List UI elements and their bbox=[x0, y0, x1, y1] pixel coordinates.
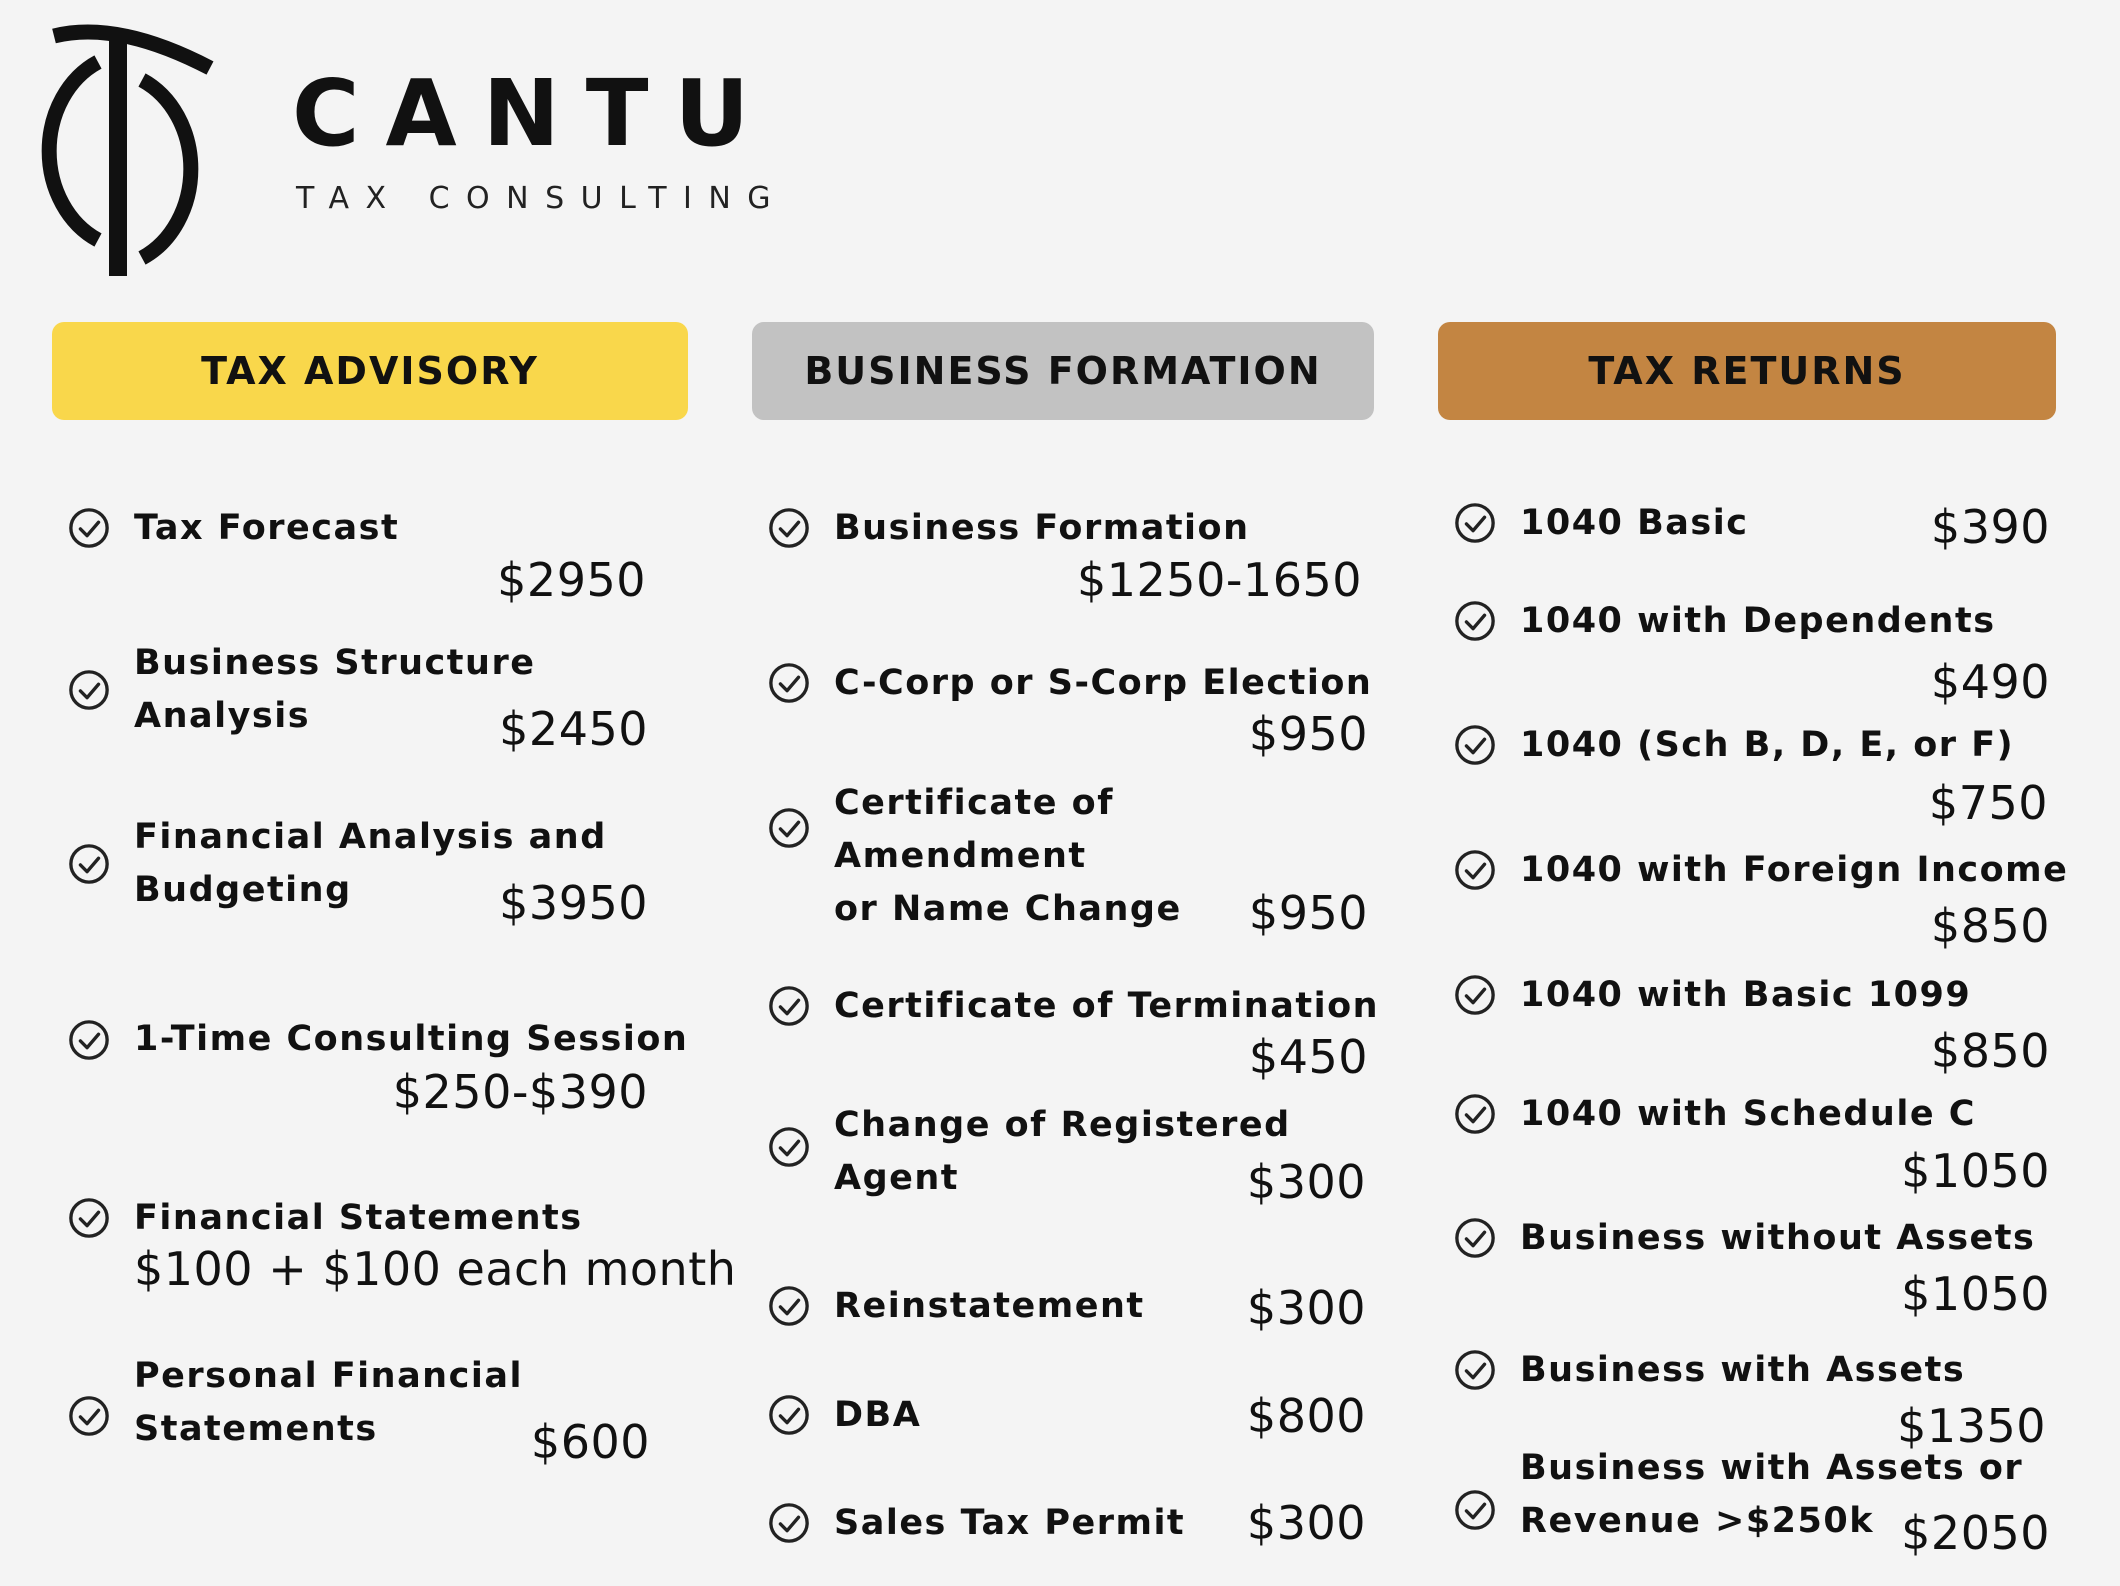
service-label: Certificate of Amendment or Name Change bbox=[834, 783, 1182, 929]
check-circle-icon bbox=[1454, 502, 1496, 544]
service-label: 1040 with Basic 1099 bbox=[1520, 975, 1972, 1015]
service-label: Change of Registered Agent bbox=[834, 1105, 1291, 1198]
service-price: $1250-1650 bbox=[1077, 553, 1362, 607]
service-label: Personal Financial Statements bbox=[134, 1356, 523, 1449]
check-circle-icon bbox=[768, 507, 810, 549]
check-circle-icon bbox=[768, 807, 810, 849]
tax-advisory-header: TAX ADVISORY bbox=[52, 322, 688, 420]
service-label: Financial Statements bbox=[134, 1198, 583, 1238]
service-label: 1040 with Schedule C bbox=[1520, 1094, 1976, 1134]
tax-returns-column bbox=[1438, 322, 2069, 1560]
service-price: $300 bbox=[1246, 1496, 1366, 1550]
service-price: $1050 bbox=[1901, 1267, 2050, 1321]
service-price: $950 bbox=[1248, 707, 1368, 761]
service-price: $490 bbox=[1930, 655, 2050, 709]
service-label: 1040 with Dependents bbox=[1520, 601, 1996, 641]
service-label: Certificate of Termination bbox=[834, 986, 1380, 1026]
cantu-logo-icon bbox=[20, 22, 216, 276]
check-circle-icon bbox=[768, 1394, 810, 1436]
service-label: 1-Time Consulting Session bbox=[134, 1019, 689, 1059]
check-circle-icon bbox=[768, 1126, 810, 1168]
check-circle-icon bbox=[68, 843, 110, 885]
service-label: 1040 with Foreign Income bbox=[1520, 850, 2069, 890]
service-label: Sales Tax Permit bbox=[834, 1503, 1186, 1543]
service-price: $3950 bbox=[499, 876, 648, 930]
business-formation-header: BUSINESS FORMATION bbox=[752, 322, 1374, 420]
check-circle-icon bbox=[68, 507, 110, 549]
business-formation-column bbox=[752, 322, 1380, 1550]
check-circle-icon bbox=[68, 669, 110, 711]
service-price: $850 bbox=[1930, 899, 2050, 953]
service-price: $600 bbox=[530, 1415, 650, 1469]
service-price: $450 bbox=[1248, 1030, 1368, 1084]
service-label: Business Structure Analysis bbox=[134, 643, 536, 736]
service-price: $250-$390 bbox=[392, 1065, 648, 1119]
service-price: $950 bbox=[1248, 886, 1368, 940]
service-price: $800 bbox=[1246, 1389, 1366, 1443]
check-circle-icon bbox=[1454, 849, 1496, 891]
service-label: Financial Analysis and Budgeting bbox=[134, 817, 607, 910]
check-circle-icon bbox=[1454, 1093, 1496, 1135]
brand-name: CANTU bbox=[292, 60, 776, 167]
service-label: 1040 Basic bbox=[1520, 503, 1749, 543]
tax-advisory-column bbox=[52, 322, 737, 1469]
check-circle-icon bbox=[768, 1502, 810, 1544]
check-circle-icon bbox=[1454, 1349, 1496, 1391]
check-circle-icon bbox=[68, 1019, 110, 1061]
check-circle-icon bbox=[768, 1285, 810, 1327]
service-label: Business with Assets bbox=[1520, 1350, 1966, 1390]
service-price: $2950 bbox=[497, 553, 646, 607]
check-circle-icon bbox=[768, 985, 810, 1027]
service-price: $750 bbox=[1928, 776, 2048, 830]
service-label: 1040 (Sch B, D, E, or F) bbox=[1520, 725, 2015, 765]
service-label: Business Formation bbox=[834, 508, 1250, 548]
service-price: $1350 bbox=[1897, 1399, 2046, 1453]
service-label: Reinstatement bbox=[834, 1286, 1145, 1326]
check-circle-icon bbox=[1454, 1217, 1496, 1259]
check-circle-icon bbox=[1454, 600, 1496, 642]
check-circle-icon bbox=[1454, 724, 1496, 766]
brand-subtitle: TAX CONSULTING bbox=[296, 181, 788, 216]
service-label: DBA bbox=[834, 1395, 922, 1435]
service-price: $2050 bbox=[1901, 1506, 2050, 1560]
service-label: Business with Assets or Revenue >$250k bbox=[1520, 1448, 2024, 1541]
service-label: C-Corp or S-Corp Election bbox=[834, 663, 1373, 703]
service-label: Business without Assets bbox=[1520, 1218, 2036, 1258]
service-price: $1050 bbox=[1901, 1144, 2050, 1198]
service-price: $2450 bbox=[499, 702, 648, 756]
check-circle-icon bbox=[1454, 1489, 1496, 1531]
check-circle-icon bbox=[768, 662, 810, 704]
check-circle-icon bbox=[68, 1197, 110, 1239]
service-label: Tax Forecast bbox=[134, 508, 400, 548]
service-price: $300 bbox=[1246, 1281, 1366, 1335]
service-price: $100 + $100 each month bbox=[134, 1242, 737, 1296]
service-price: $850 bbox=[1930, 1024, 2050, 1078]
tax-returns-header: TAX RETURNS bbox=[1438, 322, 2056, 420]
service-price: $390 bbox=[1930, 500, 2050, 554]
check-circle-icon bbox=[68, 1395, 110, 1437]
check-circle-icon bbox=[1454, 974, 1496, 1016]
service-price: $300 bbox=[1246, 1155, 1366, 1209]
